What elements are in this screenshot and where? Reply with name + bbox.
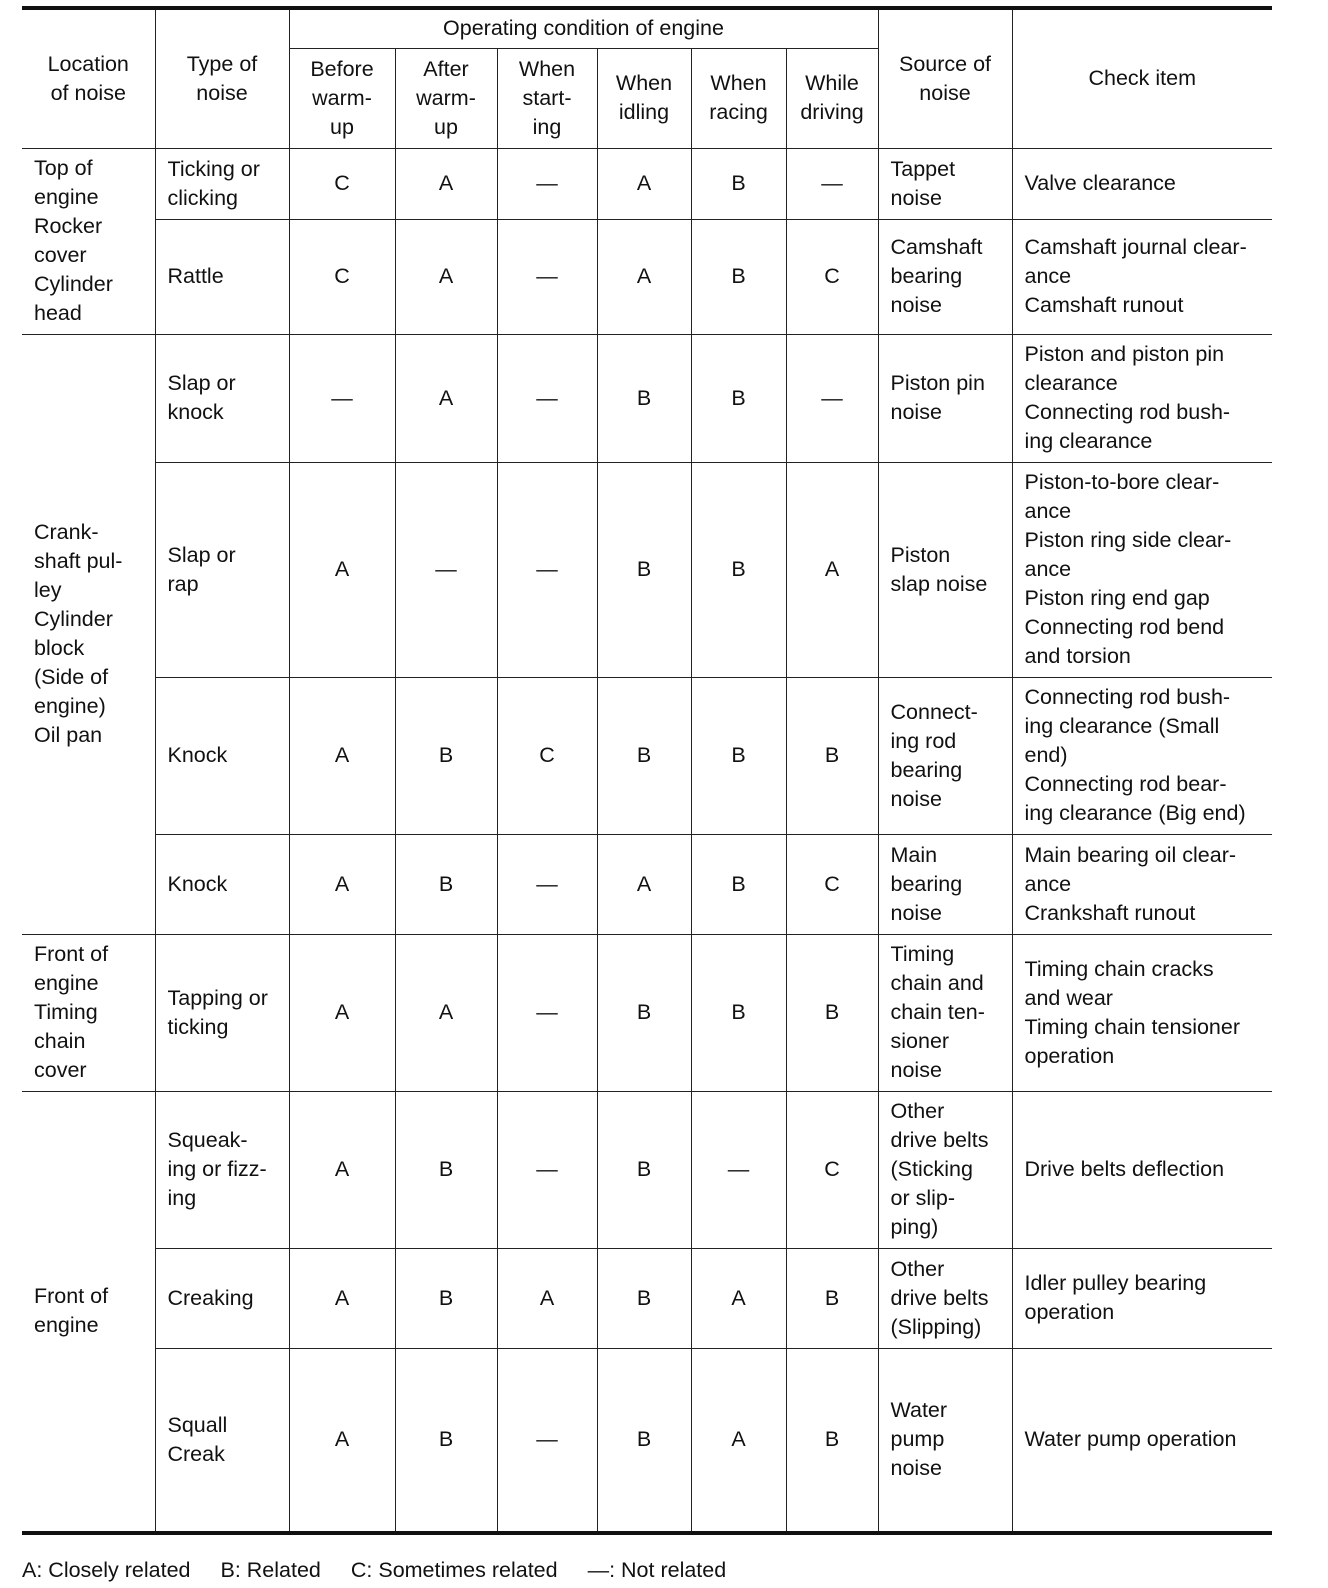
condition-cell: C: [289, 219, 395, 334]
check-item-cell: Idler pulley bearing operation: [1012, 1248, 1272, 1348]
engine-noise-table: [22, 6, 1272, 1535]
condition-cell: A: [289, 834, 395, 934]
condition-cell: C: [786, 1091, 878, 1248]
legend-item: A: Closely related: [22, 1558, 191, 1582]
condition-cell: —: [497, 1091, 597, 1248]
condition-cell: A: [395, 334, 497, 462]
table-row: [22, 1248, 1272, 1348]
condition-cell: B: [691, 834, 786, 934]
condition-cell: A: [395, 148, 497, 219]
condition-cell: A: [691, 1248, 786, 1348]
condition-cell: B: [597, 1348, 691, 1533]
table-row: [22, 677, 1272, 834]
header-check-item: Check item: [1012, 8, 1272, 148]
location-cell: Front of engine: [22, 1091, 155, 1533]
noise-type-cell: Knock: [155, 834, 289, 934]
condition-cell: —: [497, 148, 597, 219]
condition-cell: —: [497, 1348, 597, 1533]
table-row: [22, 934, 1272, 1091]
condition-cell: A: [289, 462, 395, 677]
noise-type-cell: Squeak- ing or fizz- ing: [155, 1091, 289, 1248]
condition-cell: B: [395, 1348, 497, 1533]
condition-cell: —: [786, 334, 878, 462]
condition-cell: A: [289, 677, 395, 834]
condition-cell: —: [497, 334, 597, 462]
legend-item: B: Related: [220, 1558, 321, 1582]
condition-cell: B: [597, 1091, 691, 1248]
condition-cell: A: [597, 834, 691, 934]
condition-cell: B: [597, 934, 691, 1091]
condition-cell: B: [786, 677, 878, 834]
condition-cell: B: [395, 677, 497, 834]
legend-item: C: Sometimes related: [350, 1558, 558, 1582]
condition-cell: A: [691, 1348, 786, 1533]
table-row: [22, 834, 1272, 934]
condition-cell: B: [597, 462, 691, 677]
condition-cell: A: [289, 1348, 395, 1533]
condition-cell: —: [497, 834, 597, 934]
legend: [22, 1558, 750, 1583]
table-row: [22, 334, 1272, 462]
noise-source-cell: Tappet noise: [878, 148, 1012, 219]
header-condition: While driving: [786, 48, 878, 148]
legend-item: —: Not related: [587, 1558, 727, 1582]
table-row: [22, 148, 1272, 219]
table-header: [22, 8, 1272, 148]
noise-type-cell: Slap or rap: [155, 462, 289, 677]
condition-cell: A: [597, 148, 691, 219]
check-item-cell: Valve clearance: [1012, 148, 1272, 219]
noise-source-cell: Water pump noise: [878, 1348, 1012, 1533]
noise-source-cell: Other drive belts (Sticking or slip- ping): [878, 1091, 1012, 1248]
condition-cell: —: [786, 148, 878, 219]
location-cell: Top of engine Rocker cover Cylinder head: [22, 148, 155, 334]
location-cell: Front of engine Timing chain cover: [22, 934, 155, 1091]
condition-cell: A: [289, 934, 395, 1091]
condition-cell: B: [691, 148, 786, 219]
condition-cell: A: [786, 462, 878, 677]
header-source: Source of noise: [878, 8, 1012, 148]
condition-cell: A: [597, 219, 691, 334]
check-item-cell: Piston-to-bore clear- ance Piston ring side clear- ance Piston ring end gap Connecting rod bend and torsion: [1012, 462, 1272, 677]
condition-cell: B: [691, 677, 786, 834]
condition-cell: B: [597, 334, 691, 462]
noise-type-cell: Ticking or clicking: [155, 148, 289, 219]
location-cell: Crank- shaft pul- ley Cylinder block (Side of engine) Oil pan: [22, 334, 155, 934]
check-item-cell: Drive belts deflection: [1012, 1091, 1272, 1248]
condition-cell: A: [395, 219, 497, 334]
noise-source-cell: Other drive belts (Slipping): [878, 1248, 1012, 1348]
condition-cell: B: [597, 677, 691, 834]
header-condition: When start- ing: [497, 48, 597, 148]
table-row: [22, 1091, 1272, 1248]
condition-cell: A: [289, 1091, 395, 1248]
noise-type-cell: Slap or knock: [155, 334, 289, 462]
header-condition: After warm- up: [395, 48, 497, 148]
check-item-cell: Water pump operation: [1012, 1348, 1272, 1533]
condition-cell: A: [497, 1248, 597, 1348]
condition-cell: B: [597, 1248, 691, 1348]
header-condition: Before warm- up: [289, 48, 395, 148]
noise-type-cell: Rattle: [155, 219, 289, 334]
condition-cell: B: [691, 219, 786, 334]
noise-source-cell: Main bearing noise: [878, 834, 1012, 934]
condition-cell: B: [691, 462, 786, 677]
condition-cell: —: [395, 462, 497, 677]
noise-source-cell: Timing chain and chain ten- sioner noise: [878, 934, 1012, 1091]
noise-type-cell: Squall Creak: [155, 1348, 289, 1533]
condition-cell: —: [691, 1091, 786, 1248]
condition-cell: —: [289, 334, 395, 462]
header-condition: When racing: [691, 48, 786, 148]
condition-cell: C: [497, 677, 597, 834]
condition-cell: A: [289, 1248, 395, 1348]
noise-type-cell: Creaking: [155, 1248, 289, 1348]
check-item-cell: Camshaft journal clear- ance Camshaft runout: [1012, 219, 1272, 334]
condition-cell: —: [497, 934, 597, 1091]
condition-cell: C: [786, 219, 878, 334]
noise-source-cell: Camshaft bearing noise: [878, 219, 1012, 334]
table-body: [22, 148, 1272, 1533]
table-row: [22, 462, 1272, 677]
condition-cell: —: [497, 219, 597, 334]
condition-cell: B: [691, 334, 786, 462]
condition-cell: B: [691, 934, 786, 1091]
condition-cell: C: [786, 834, 878, 934]
check-item-cell: Main bearing oil clear- ance Crankshaft runout: [1012, 834, 1272, 934]
condition-cell: B: [786, 934, 878, 1091]
noise-type-cell: Tapping or ticking: [155, 934, 289, 1091]
condition-cell: B: [395, 1091, 497, 1248]
noise-source-cell: Piston slap noise: [878, 462, 1012, 677]
header-type: Type of noise: [155, 8, 289, 148]
noise-source-cell: Piston pin noise: [878, 334, 1012, 462]
condition-cell: B: [395, 834, 497, 934]
condition-cell: B: [395, 1248, 497, 1348]
header-location: Location of noise: [22, 8, 155, 148]
check-item-cell: Timing chain cracks and wear Timing chain tensioner operation: [1012, 934, 1272, 1091]
check-item-cell: Piston and piston pin clearance Connecting rod bush- ing clearance: [1012, 334, 1272, 462]
noise-type-cell: Knock: [155, 677, 289, 834]
header-operating-condition: Operating condition of engine: [289, 8, 878, 48]
check-item-cell: Connecting rod bush- ing clearance (Small end) Connecting rod bear- ing clearance (Big end): [1012, 677, 1272, 834]
header-condition: When idling: [597, 48, 691, 148]
noise-source-cell: Connect- ing rod bearing noise: [878, 677, 1012, 834]
condition-cell: B: [786, 1348, 878, 1533]
table-row: [22, 219, 1272, 334]
condition-cell: —: [497, 462, 597, 677]
condition-cell: B: [786, 1248, 878, 1348]
condition-cell: A: [395, 934, 497, 1091]
condition-cell: C: [289, 148, 395, 219]
table-row: [22, 1348, 1272, 1533]
